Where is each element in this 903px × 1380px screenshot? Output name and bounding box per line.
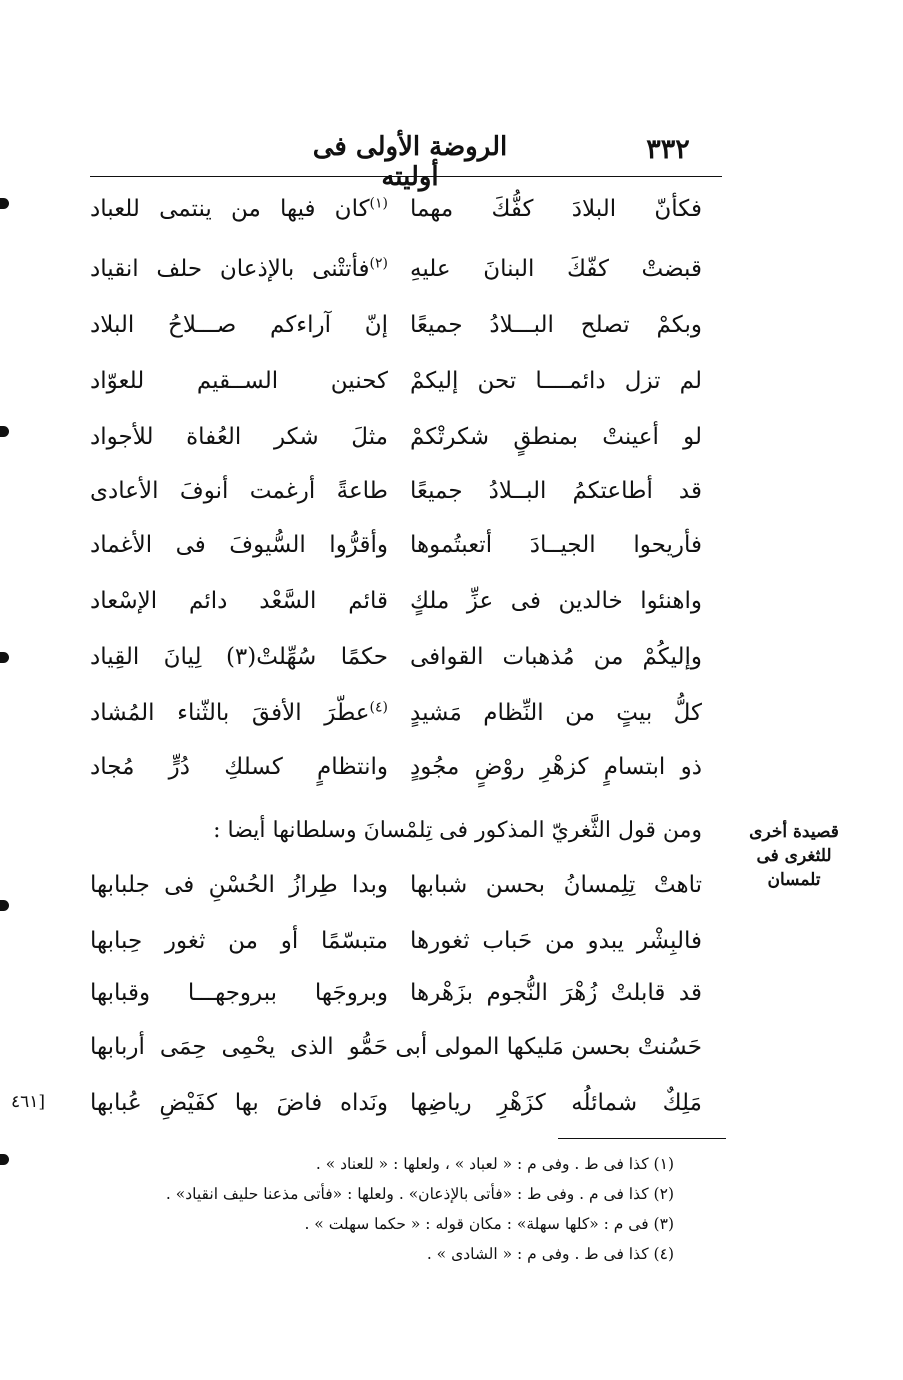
first-hemistich: فالبِشْر يبدو من حَباب ثغورها [410, 928, 702, 954]
verse-line [90, 184, 702, 234]
verse-line [90, 466, 702, 516]
second-hemistich: مثلَ شكر العُفاة للأجواد [90, 424, 388, 450]
first-hemistich: قد قابلتْ زُهْرَ النُّجوم بزَهْرها [410, 980, 702, 1006]
second-hemistich [90, 688, 388, 738]
first-hemistich: حَسُنتْ بحسن مَليكها المولى أبى [395, 1034, 702, 1060]
verse-line [90, 632, 702, 682]
hemistich-text: كان فيها من ينتمى للعباد [90, 196, 370, 222]
verse-line [90, 520, 702, 570]
side-heading [738, 820, 850, 892]
side-heading-line: تلمسان [767, 870, 821, 890]
binding-mark [0, 652, 9, 663]
hemistich-text: فأتتْنى بالإذعان حلف انقياد [90, 256, 370, 282]
binding-mark [0, 900, 9, 911]
second-hemistich: ونَداه فاضَ بها كفَيْضِ عُبابها [90, 1090, 388, 1116]
footnote: (٤) كذا فى ط . وفى م : « الشادى » . [426, 1245, 674, 1263]
first-hemistich: وبكمْ تصلح البـــلادُ جميعًا [410, 312, 702, 338]
binding-mark [0, 1154, 9, 1165]
verse-line [90, 968, 702, 1018]
first-hemistich: مَلِكٌ شمائلُه كزَهْرِ رياضِها [410, 1090, 702, 1116]
margin-page-reference: [٤٦١ [10, 1092, 46, 1112]
verse-line [90, 300, 702, 350]
binding-mark [0, 198, 9, 209]
second-hemistich: طاعةً أرغمت أنوفَ الأعادى [90, 478, 388, 504]
second-hemistich: وبدا طِرازُ الحُسْنِ فى جلبابها [90, 872, 388, 898]
running-title: الروضة الأولى فى أوليته [312, 132, 508, 192]
verse-line [90, 688, 702, 738]
footnote-rule [558, 1138, 726, 1139]
second-hemistich: وبروجَها ببروجهـــا وقبابها [90, 980, 388, 1006]
first-hemistich: قد أطاعتكمُ البــلادُ جميعًا [410, 478, 702, 504]
first-hemistich: فكأنّ البلادَ كفُّكَ مهما [410, 196, 702, 222]
second-hemistich [90, 184, 388, 234]
second-hemistich: كحنين الســقيم للعوّاد [90, 368, 388, 394]
first-hemistich: لو أعينتْ بمنطقٍ شكرتْكمْ [410, 424, 702, 450]
second-hemistich: وانتظامٍ كسلكِ دُرٍّ مُجاد [90, 754, 388, 780]
second-hemistich: قائم السَّعْد دائم الإسْعاد [90, 588, 388, 614]
page-number: ٣٣٢ [646, 134, 690, 165]
footnote-marker: (١) [369, 195, 388, 212]
second-hemistich: إنّ آراءكم صـــلاحُ البلاد [90, 312, 388, 338]
side-heading-line: للثغرى فى [756, 846, 832, 866]
verse-line [90, 576, 702, 626]
footnote: (٢) كذا فى م . وفى ط : «فأتى بالإذعان» . ولعلها : «فأتى مذعنا حليف انقياد» . [165, 1185, 674, 1203]
verse-line [90, 244, 702, 294]
header-rule [90, 176, 722, 177]
verse-line [90, 916, 702, 966]
verse-line [90, 1022, 702, 1072]
first-hemistich: تاهتْ تِلِمسانُ بحسن شبابها [410, 872, 702, 898]
hemistich-text: عطّرَ الأفقَ بالثّناء المُشاد [90, 700, 370, 726]
verse-line [90, 412, 702, 462]
verse-line [90, 860, 702, 910]
footnote: (٣) فى م : «كلها سهلة» : مكان قوله : « حكما سهلت » . [304, 1215, 674, 1233]
side-heading-line: قصيدة أخرى [749, 822, 839, 842]
first-hemistich: كلُّ بيتٍ من النِّظام مَشيدٍ [410, 700, 702, 726]
section-intro: ومن قول الثَّغريّ المذكور فى تِلمْسانَ وسلطانها أيضا : [213, 818, 702, 843]
second-hemistich: وأقرُّوا السُّيوفَ فى الأغماد [90, 532, 388, 558]
second-hemistich: حَمُّو الذى يحْمِى حِمَى أربابها [90, 1034, 388, 1060]
binding-mark [0, 426, 9, 437]
verse-line [90, 356, 702, 406]
second-hemistich [90, 244, 388, 294]
second-hemistich: حكمًا سُهِّلتْ(٣) لِيانَ القِياد [90, 644, 388, 670]
first-hemistich: لم تزل دائمــــا تحن إليكمْ [410, 368, 702, 394]
first-hemistich: وإليكُمْ من مُذهبات القوافى [410, 644, 702, 670]
verse-line [90, 1078, 702, 1128]
verse-line [90, 742, 702, 792]
footnote-marker: (٤) [369, 699, 388, 716]
second-hemistich: متبسّمًا أو من ثغور حِبابها [90, 928, 388, 954]
footnote: (١) كذا فى ط . وفى م : « لعباد » ، ولعلها : « للعناد » . [315, 1155, 674, 1173]
first-hemistich: واهنئوا خالدين فى عزِّ ملكٍ [410, 588, 702, 614]
first-hemistich: فأريحوا الجيــادَ أتعبتُموها [410, 532, 702, 558]
footnote-marker: (٢) [369, 255, 388, 272]
first-hemistich: قبضتْ كفّكَ البنانَ عليهِ [410, 256, 702, 282]
first-hemistich: ذو ابتسامٍ كزهْرِ روْضٍ مجُودٍ [410, 754, 702, 780]
